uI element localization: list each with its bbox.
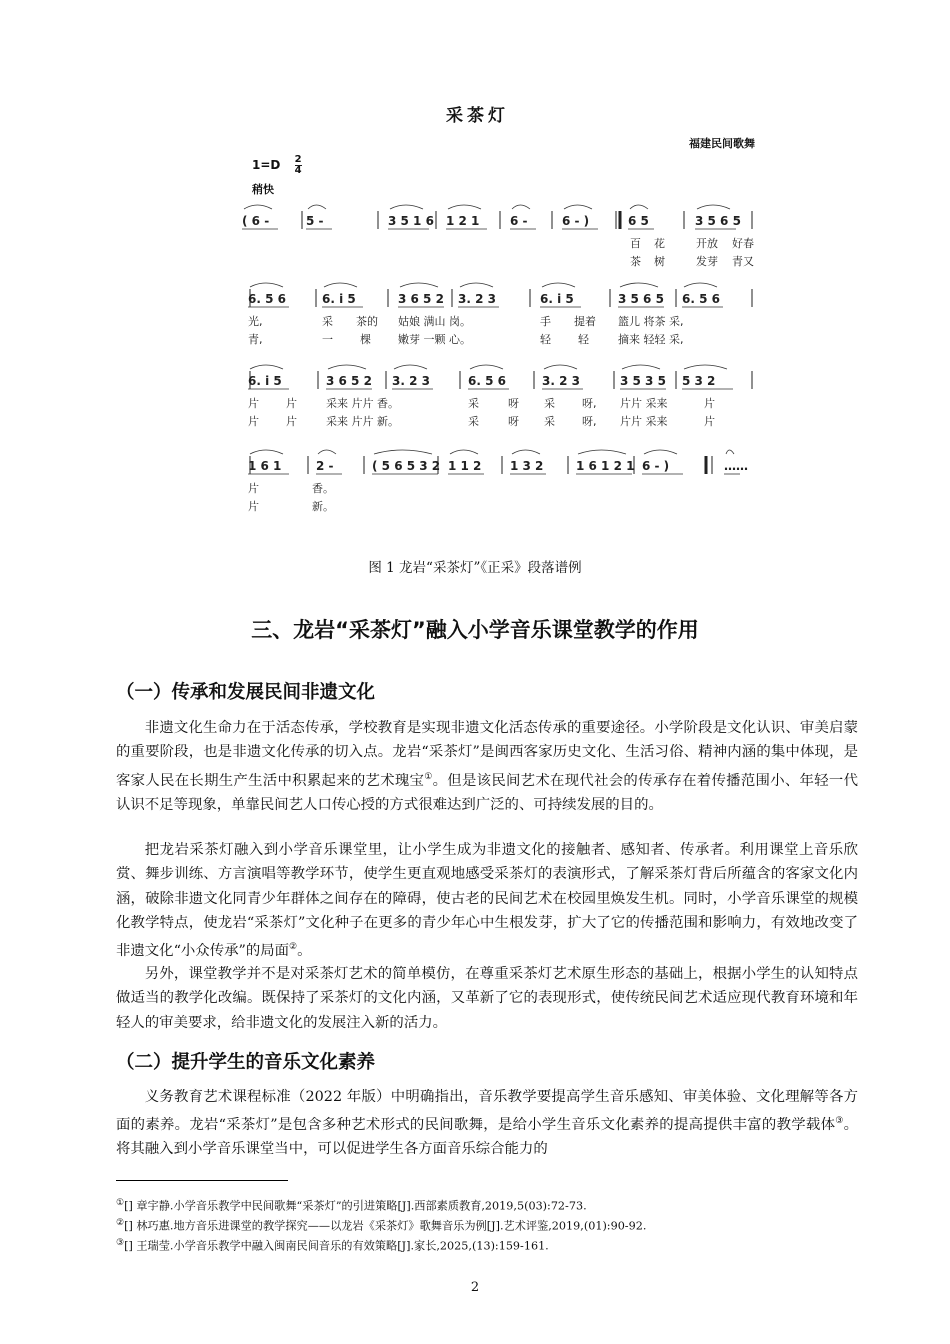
- tempo-marking: 稍快: [252, 183, 274, 196]
- slur-mark: [450, 450, 478, 454]
- time-sig-bottom: 4: [294, 165, 302, 176]
- slur-mark: [460, 283, 493, 287]
- subsection-heading-2: （二）提升学生的音乐文化素养: [116, 1052, 376, 1073]
- note-group: 6. 5 6: [682, 292, 720, 306]
- figure-caption: 图 1 龙岩“采茶灯”《正采》段落谱例: [368, 560, 582, 576]
- subsection-heading-1: （一）传承和发展民间非遗文化: [116, 682, 376, 703]
- footnote-ref[interactable]: ②: [289, 942, 298, 953]
- slur-mark: [470, 365, 503, 369]
- paragraph-text: 把龙岩采茶灯融入到小学音乐课堂里，让小学生成为非遗文化的接触者、感知者、传承者。利用课堂上音乐欣赏、舞步训练、方言演唱等教学环节，使学生更直观地感受采茶灯的表演形式，了解采茶灯背后所蕴含的客家文化内涵，破除非遗文化同青少年群体之间存在的障碍，使古老的民间艺术在校园里焕发生机。同时，小学音乐课堂的规模化教学特点，使龙岩“采茶灯”文化种子在更多的青少年心中生根发芽，扩大了它的传播范围和影响力，有效地改变了非遗文化“小众传承”的局面: [116, 842, 858, 959]
- lyric-verse-2: 茶: [630, 255, 641, 268]
- paragraph-text: 义务教育艺术课程标准（2022 年版）中明确指出，音乐教学要提高学生音乐感知、审美体验、文化理解等各方面的素养。龙岩“采茶灯”是包含多种艺术形式的民间歌舞，是给小学生音乐文化素养的提高提供丰富的教学载体: [116, 1089, 858, 1134]
- lyric-verse-2: 轻: [578, 333, 589, 346]
- slur-mark: [324, 283, 357, 287]
- paragraph-text: 非遗文化生命力在于活态传承，学校教育是实现非遗文化活态传承的重要途径。小学阶段是文化认识、审美启蒙的重要阶段，也是非遗文化传承的切入点。龙岩“采茶灯”是闽西客家历史文化、生活习俗、精神内涵的集中体现，是客家人民在长期生产生活中积累起来的艺术瑰宝: [116, 720, 858, 789]
- note-group: ( 5 6 5 3 2: [372, 459, 441, 473]
- score-source: 福建民间歌舞: [689, 137, 755, 150]
- slur-mark: [542, 283, 575, 287]
- slur-mark: [512, 205, 530, 209]
- slur-mark: [726, 450, 734, 454]
- lyric-verse-1: 采: [468, 397, 479, 410]
- slur-mark: [328, 365, 366, 369]
- slur-mark: [250, 450, 283, 454]
- note-group: ( 6 -: [242, 214, 270, 228]
- note-group: 6 - ): [562, 214, 590, 228]
- lyric-verse-1: 百: [630, 237, 641, 250]
- lyric-verse-1: 呀,: [582, 397, 597, 410]
- lyric-verse-2: 采来 片片 新。: [326, 415, 399, 428]
- lyric-verse-1: 片: [248, 482, 259, 495]
- lyric-verse-1: 片: [286, 397, 297, 410]
- lyric-verse-1: 篮儿 将茶 采,: [618, 315, 684, 328]
- slur-mark: [318, 450, 336, 454]
- footnote-ref[interactable]: ①: [424, 771, 433, 782]
- lyric-verse-2: 一: [322, 333, 333, 346]
- lyric-verse-2: 片: [248, 500, 259, 513]
- lyric-verse-1: 片: [248, 397, 259, 410]
- note-group: 3. 2 3: [458, 292, 496, 306]
- footnote-mark: ③: [116, 1238, 125, 1248]
- slur-mark: [448, 205, 481, 209]
- note-group: 6. i 5: [540, 292, 574, 306]
- page-number: 2: [470, 1280, 480, 1295]
- paragraph-text-tail: 。: [297, 942, 312, 959]
- note-group: 6 -: [510, 214, 528, 228]
- score-figure: [190, 85, 765, 535]
- slur-mark: [374, 450, 432, 454]
- lyric-verse-2: 呀: [508, 415, 519, 428]
- note-group: 6. 5 6: [468, 374, 506, 388]
- footnote-text: [] 王瑞莹.小学音乐教学中融入闽南民间音乐的有效策略[J].家长,2025,(13):159-161.: [124, 1239, 549, 1253]
- note-group: 3 6 5 2: [398, 292, 444, 306]
- lyric-verse-1: 茶的: [356, 315, 378, 328]
- note-group: 3 5 6 5: [695, 214, 741, 228]
- note-group: ……: [724, 459, 748, 473]
- lyric-verse-2: 棵: [360, 333, 371, 346]
- lyric-verse-2: 片: [704, 415, 715, 428]
- lyric-verse-1: 片片 采来: [620, 397, 668, 410]
- note-group: 1 6 1: [248, 459, 282, 473]
- slur-mark: [250, 365, 283, 369]
- score-notation: [190, 85, 765, 535]
- footnote-separator: [116, 1180, 288, 1181]
- lyric-verse-2: 片: [286, 415, 297, 428]
- note-group: 3 5 6 5: [618, 292, 664, 306]
- note-group: 6. i 5: [322, 292, 356, 306]
- slur-mark: [630, 205, 648, 209]
- note-group: 1 2 1: [446, 214, 480, 228]
- slur-mark: [244, 205, 272, 209]
- paragraph-text-tail: 。但是该民间艺术在现代社会的传承存在着传播范围小、年轻一代认识不足等现象，单靠民间艺人口传心授的方式很难达到广泛的、可持续发展的目的。: [116, 772, 858, 813]
- note-group: 3. 2 3: [392, 374, 430, 388]
- lyric-verse-1: 开放: [696, 237, 718, 250]
- paragraph: [116, 1085, 858, 1162]
- lyric-verse-2: 嫩芽 一颗 心。: [398, 333, 471, 346]
- lyric-verse-1: 采: [322, 315, 333, 328]
- footnote-3: [116, 1236, 876, 1254]
- footnote-1: [116, 1196, 876, 1214]
- slur-mark: [644, 450, 677, 454]
- note-group: 2 -: [316, 459, 334, 473]
- lyric-verse-2: 新。: [312, 500, 334, 513]
- note-group: 5 3 2: [682, 374, 716, 388]
- note-group: 1 1 2: [448, 459, 482, 473]
- footnote-2: [116, 1216, 876, 1234]
- lyric-verse-2: 呀,: [582, 415, 597, 428]
- lyric-verse-1: 手: [540, 315, 551, 328]
- lyric-verse-2: 青又: [732, 255, 754, 268]
- slur-mark: [620, 283, 658, 287]
- note-group: 5 -: [306, 214, 324, 228]
- slur-mark: [394, 365, 427, 369]
- lyric-verse-2: 树: [654, 255, 665, 268]
- lyric-verse-2: 片: [248, 415, 259, 428]
- key-signature-text: 1=D: [252, 158, 281, 172]
- note-group: 1 3 2: [510, 459, 544, 473]
- footnote-text: [] 章宇静.小学音乐教学中民间歌舞“采茶灯”的引进策略[J].西部素质教育,2019,5(03):72-73.: [124, 1199, 587, 1213]
- note-group: 6. 5 6: [248, 292, 286, 306]
- lyric-verse-2: 发芽: [696, 255, 718, 268]
- note-group: 3. 2 3: [542, 374, 580, 388]
- lyric-verse-1: 采: [544, 397, 555, 410]
- lyric-verse-1: 提着: [574, 315, 596, 328]
- paragraph: [116, 838, 858, 963]
- note-group: 6 5: [628, 214, 649, 228]
- lyric-verse-1: 香。: [312, 482, 334, 495]
- lyric-verse-2: 采: [468, 415, 479, 428]
- slur-mark: [697, 205, 730, 209]
- paragraph-text: 另外，课堂教学并不是对采茶灯艺术的简单模仿，在尊重采茶灯艺术原生形态的基础上，根据小学生的认知特点做适当的教学化改编。既保持了采茶灯的文化内涵，又革新了它的表现形式，使传统民间艺术适应现代教育环境和年轻人的审美要求，给非遗文化的发展注入新的活力。: [116, 966, 858, 1031]
- section-heading: 三、龙岩“采茶灯”融入小学音乐课堂教学的作用: [251, 618, 699, 642]
- slur-mark: [400, 283, 438, 287]
- slur-mark: [308, 205, 326, 209]
- slur-mark: [512, 450, 540, 454]
- paragraph-text-tail: 。将其融入到小学音乐课堂当中，可以促进学生各方面音乐综合能力的: [116, 1117, 859, 1158]
- note-group: 3 6 5 2: [326, 374, 372, 388]
- note-group: 6. i 5: [248, 374, 282, 388]
- footnote-ref[interactable]: ③: [835, 1116, 844, 1127]
- note-group: 1 6 1 2 1: [576, 459, 635, 473]
- slur-mark: [250, 283, 283, 287]
- lyric-verse-2: 摘来 轻轻 采,: [618, 333, 684, 346]
- time-sig-top: 2: [294, 154, 302, 165]
- footnote-text: [] 林巧惠.地方音乐进课堂的教学探究——以龙岩《采茶灯》歌舞音乐为例[J].艺术评鉴,2019,(01):90-92.: [124, 1219, 647, 1233]
- lyric-verse-1: 呀: [508, 397, 519, 410]
- paragraph: [116, 716, 858, 817]
- slur-mark: [564, 205, 592, 209]
- footnote-mark: ①: [116, 1198, 125, 1208]
- lyric-verse-1: 花: [654, 237, 665, 250]
- paragraph: [116, 962, 858, 1035]
- note-group: 3 5 3 5: [620, 374, 666, 388]
- lyric-verse-1: 采来 片片 香。: [326, 397, 399, 410]
- lyric-verse-2: 轻: [540, 333, 551, 346]
- slur-mark: [684, 283, 717, 287]
- lyric-verse-1: 片: [704, 397, 715, 410]
- slur-mark: [544, 365, 577, 369]
- score-title: 采茶灯: [446, 106, 509, 126]
- note-group: 6 - ): [642, 459, 670, 473]
- lyric-verse-1: 好春: [732, 237, 754, 250]
- slur-mark: [390, 205, 423, 209]
- footnote-mark: ②: [116, 1218, 125, 1228]
- slur-mark: [684, 365, 727, 369]
- slur-mark: [622, 365, 660, 369]
- lyric-verse-2: 青,: [248, 333, 263, 346]
- lyric-verse-2: 采: [544, 415, 555, 428]
- note-group: 3 5 1 6: [388, 214, 434, 228]
- slur-mark: [578, 450, 626, 454]
- lyric-verse-2: 片片 采来: [620, 415, 668, 428]
- lyric-verse-1: 光,: [248, 315, 263, 328]
- lyric-verse-1: 姑娘 满山 岗。: [398, 315, 471, 328]
